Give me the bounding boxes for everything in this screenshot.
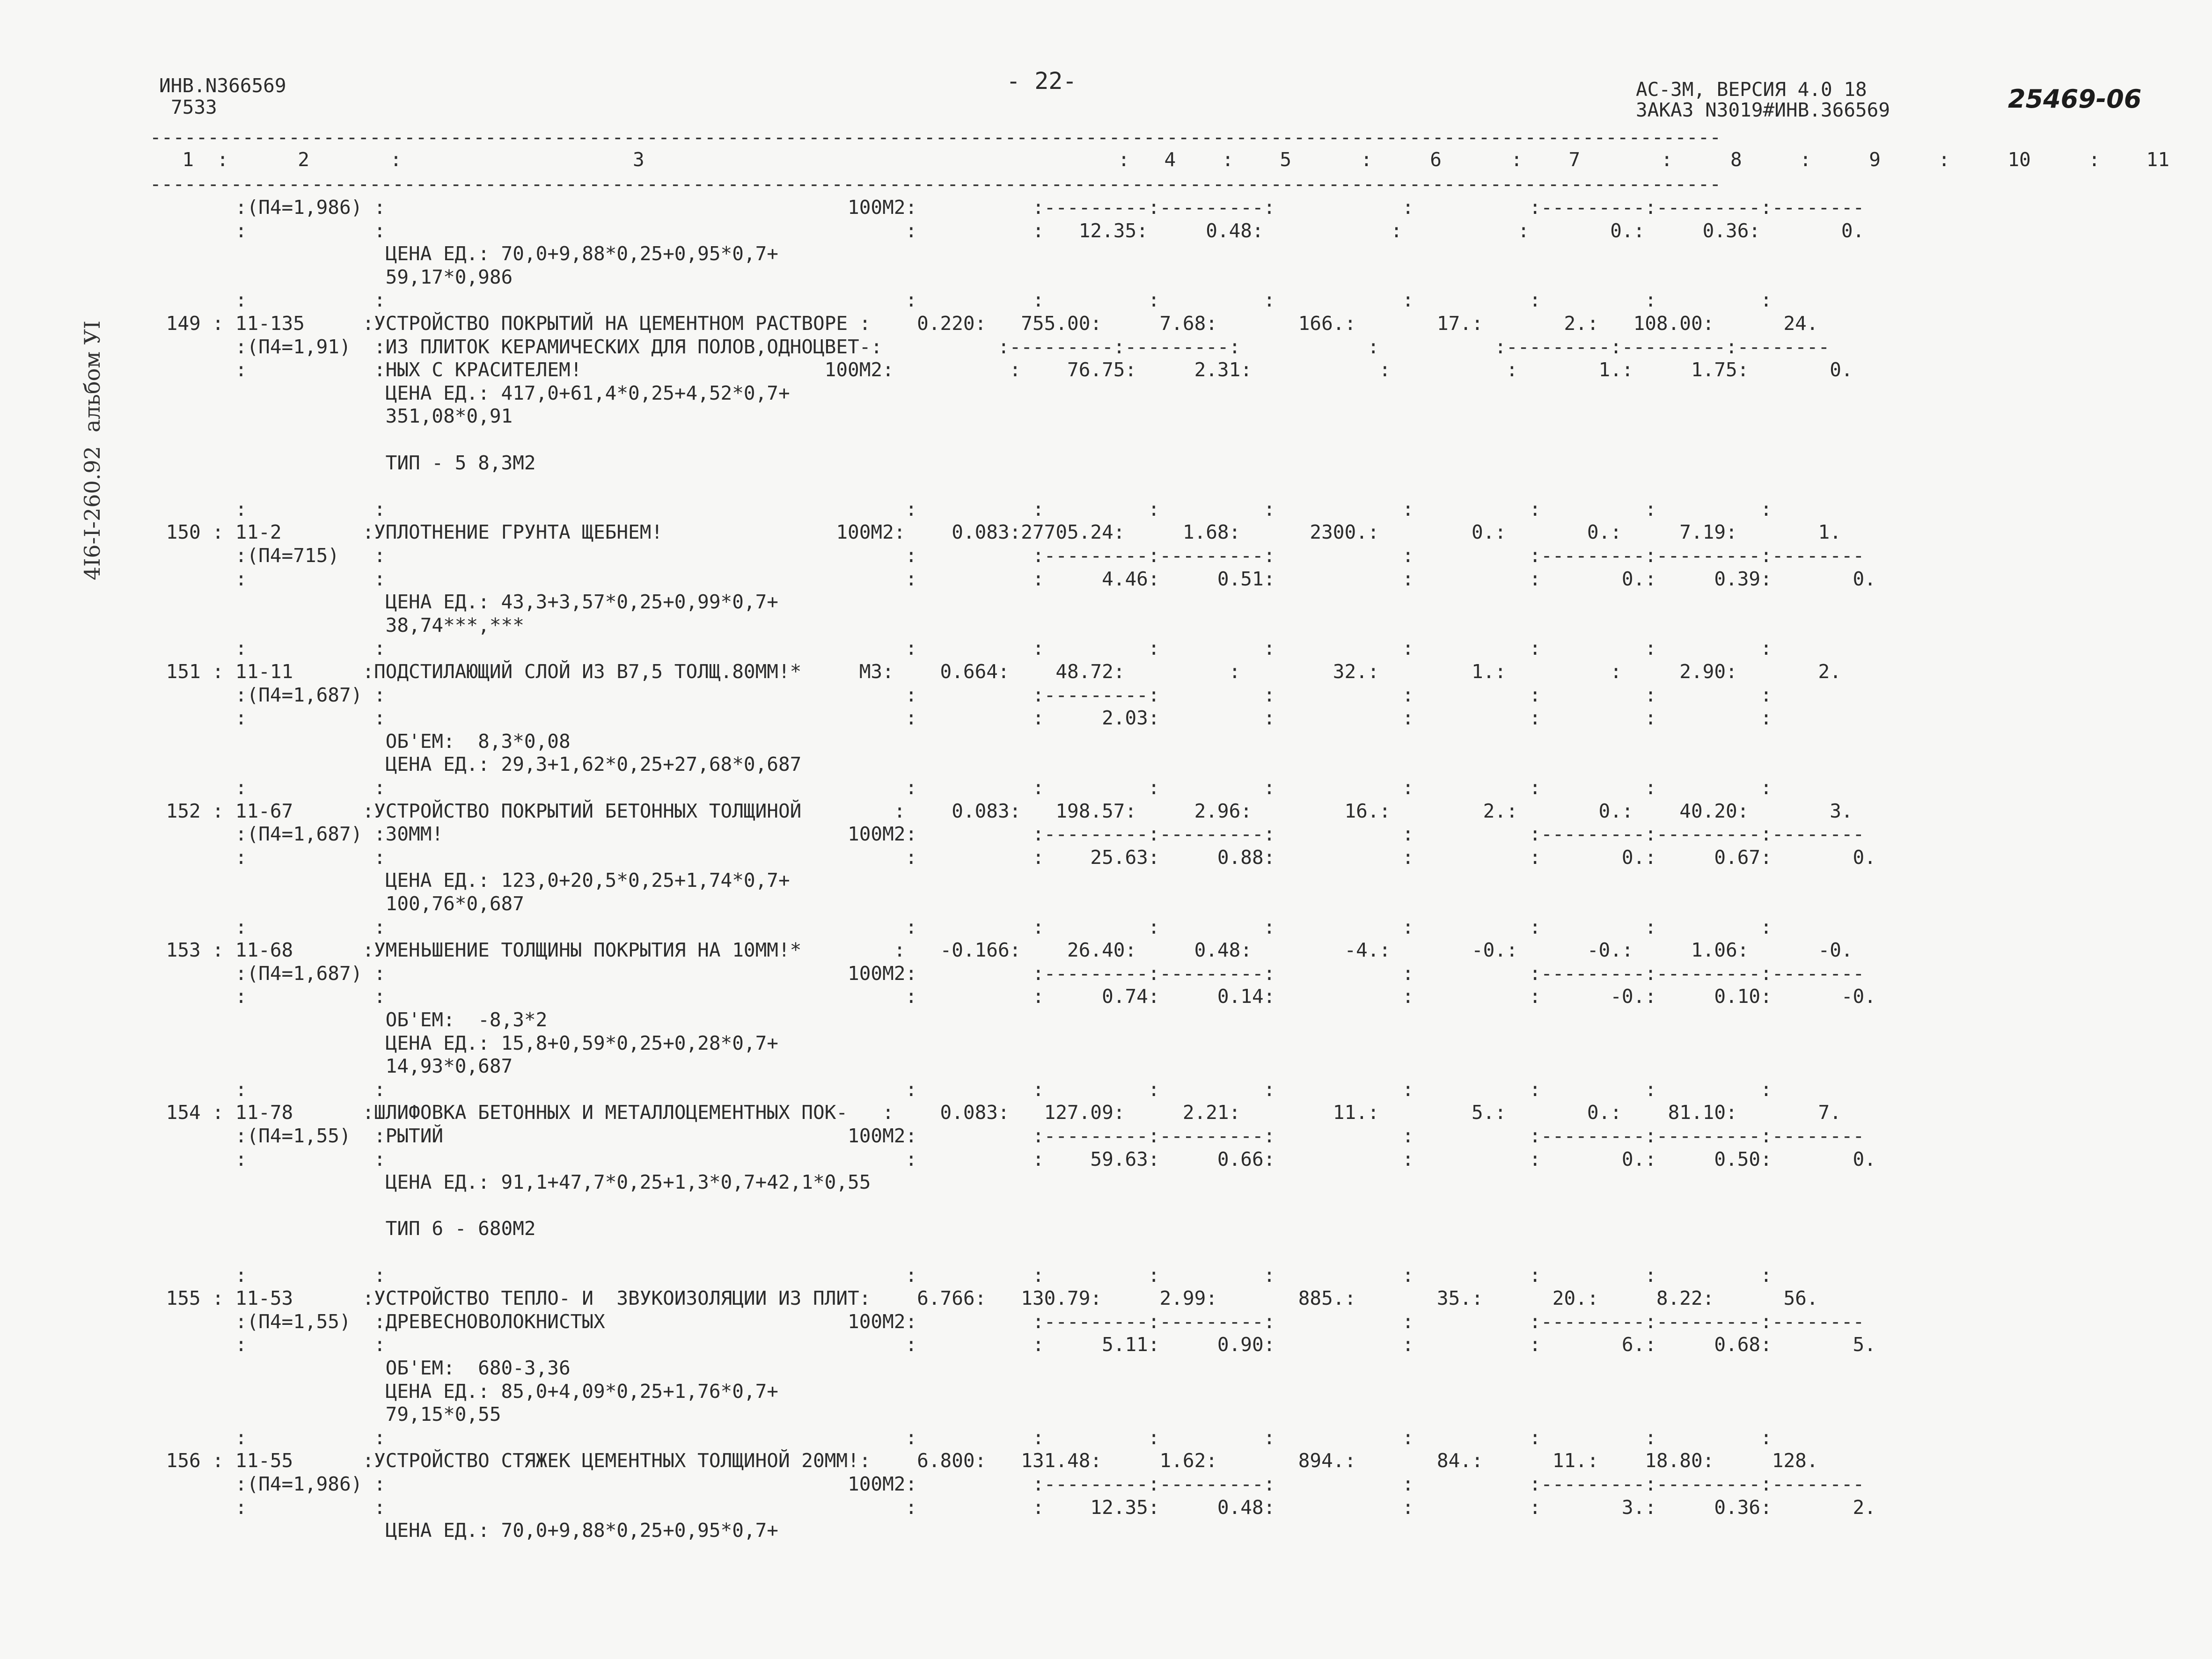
header-rule-bottom: ---------------------------------------------------------------------------------------------------------------------------------------- (150, 173, 1721, 195)
listing-line: : : : : : : : : : : (154, 1078, 1772, 1101)
listing-line: ОБ'ЕМ: 680-3,36 (154, 1357, 571, 1379)
listing-line: 100,76*0,687 (154, 892, 524, 915)
listing-line: ЦЕНА ЕД.: 85,0+4,09*0,25+1,76*0,7+ (154, 1380, 778, 1403)
listing-line: 351,08*0,91 (154, 405, 513, 428)
listing-line: : : : : : : : : : : (154, 497, 1772, 520)
listing-line: : : : : 59.63: 0.66: : : 0.: 0.50: 0. (154, 1147, 1876, 1170)
listing-body (154, 0, 2045, 1659)
listing-line: : : : : : : : : : : (154, 776, 1772, 799)
handwritten-code: 25469-06 (2008, 84, 2142, 114)
listing-line: :(П4=1,986) : 100М2: :---------:---------: : :---------:---------:-------- (154, 1473, 1865, 1495)
listing-line: : : : : : : : : : : (154, 637, 1772, 660)
listing-line: : : : : 25.63: 0.88: : : 0.: 0.67: 0. (154, 846, 1876, 869)
listing-line: :(П4=715) : : :---------:---------: : :---------:---------:-------- (154, 544, 1865, 567)
listing-line: 151 : 11-11 :ПОДСТИЛАЮЩИЙ СЛОЙ ИЗ В7,5 ТОЛЩ.80ММ!* М3: 0.664: 48.72: : 32.: 1.: : 2.90: 2. (154, 660, 1841, 683)
listing-line: ЦЕНА ЕД.: 70,0+9,88*0,25+0,95*0,7+ (154, 1519, 778, 1542)
listing-line: :(П4=1,687) :30ММ! 100М2: :---------:---------: : :---------:---------:-------- (154, 823, 1865, 846)
listing-line: : : : : 2.03: : : : : : (154, 707, 1772, 730)
listing-line: 153 : 11-68 :УМЕНЬШЕНИЕ ТОЛЩИНЫ ПОКРЫТИЯ НА 10ММ!* : -0.166: 26.40: 0.48: -4.: -0.: -0.: 1.06: -0. (154, 939, 1853, 962)
inventory-number: ИНВ.N366569 (159, 74, 286, 97)
listing-line: :(П4=1,55) :ДРЕВЕСНОВОЛОКНИСТЫХ 100М2: :---------:---------: : :---------:---------:-------- (154, 1310, 1865, 1333)
system-version: АС-3М, ВЕРСИЯ 4.0 18 (1636, 78, 1867, 101)
listing-line: : : : : 4.46: 0.51: : : 0.: 0.39: 0. (154, 567, 1876, 590)
listing-line: 38,74***,*** (154, 614, 524, 636)
listing-line: : : : : 5.11: 0.90: : : 6.: 0.68: 5. (154, 1333, 1876, 1356)
order-number: ЗАКАЗ N3019#ИНВ.366569 (1636, 99, 1890, 121)
listing-line: 156 : 11-55 :УСТРОЙСТВО СТЯЖЕК ЦЕМЕНТНЫХ ТОЛЩИНОЙ 20ММ!: 6.800: 131.48: 1.62: 894.: 84.: 11.: 18.80: 128. (154, 1449, 1818, 1472)
listing-line: ЦЕНА ЕД.: 91,1+47,7*0,25+1,3*0,7+42,1*0,55 (154, 1171, 871, 1194)
listing-line: : : : : 0.74: 0.14: : : -0.: 0.10: -0. (154, 985, 1876, 1008)
header-rule-top: ---------------------------------------------------------------------------------------------------------------------------------------- (150, 126, 1721, 148)
listing-line: : : : : : : : : : : (154, 915, 1772, 938)
listing-line: : :НЫХ С КРАСИТЕЛЕМ! 100М2: : 76.75: 2.31: : : 1.: 1.75: 0. (154, 358, 1853, 381)
listing-line: ЦЕНА ЕД.: 43,3+3,57*0,25+0,99*0,7+ (154, 591, 778, 614)
listing-line: ОБ'ЕМ: -8,3*2 (154, 1009, 548, 1031)
listing-line: 152 : 11-67 :УСТРОЙСТВО ПОКРЫТИЙ БЕТОННЫХ ТОЛЩИНОЙ : 0.083: 198.57: 2.96: 16.: 2.: 0.: 40.20: 3. (154, 799, 1853, 822)
listing-line: :(П4=1,55) :РЫТИЙ 100М2: :---------:---------: : :---------:---------:-------- (154, 1125, 1865, 1147)
listing-line: :(П4=1,687) : 100М2: :---------:---------: : :---------:---------:-------- (154, 962, 1865, 985)
listing-line: ТИП 6 - 680М2 (154, 1217, 536, 1240)
listing-line: ЦЕНА ЕД.: 29,3+1,62*0,25+27,68*0,687 (154, 753, 802, 776)
listing-line: ЦЕНА ЕД.: 417,0+61,4*0,25+4,52*0,7+ (154, 381, 790, 404)
inventory-subnumber: 7533 (171, 96, 217, 118)
listing-line: : : : : 12.35: 0.48: : : 3.: 0.36: 2. (154, 1496, 1876, 1519)
listing-line: 14,93*0,687 (154, 1055, 513, 1078)
listing-line: ЦЕНА ЕД.: 15,8+0,59*0,25+0,28*0,7+ (154, 1031, 778, 1054)
listing-line: 149 : 11-135 :УСТРОЙСТВО ПОКРЫТИЙ НА ЦЕМЕНТНОМ РАСТВОРЕ : 0.220: 755.00: 7.68: 166.: 17.: 2.: 108.00: 24. (154, 312, 1818, 335)
listing-line: ЦЕНА ЕД.: 70,0+9,88*0,25+0,95*0,7+ (154, 242, 778, 265)
page-number: - 22- (1006, 67, 1077, 95)
listing-line: :(П4=1,91) :ИЗ ПЛИТОК КЕРАМИЧЕСКИХ ДЛЯ ПОЛОВ,ОДНОЦВЕТ-: :---------:---------: : :---------:---------:-------- (154, 335, 1830, 358)
listing-line: : : : : : : : : : : (154, 289, 1772, 312)
listing-line: : : : : 12.35: 0.48: : : 0.: 0.36: 0. (154, 219, 1865, 242)
listing-line: ЦЕНА ЕД.: 123,0+20,5*0,25+1,74*0,7+ (154, 869, 790, 892)
listing-line: ТИП - 5 8,3М2 (154, 451, 536, 474)
listing-line: ОБ'ЕМ: 8,3*0,08 (154, 730, 571, 753)
listing-line: 150 : 11-2 :УПЛОТНЕНИЕ ГРУНТА ЩЕБНЕМ! 100М2: 0.083:27705.24: 1.68: 2300.: 0.: 0.: 7.19: 1. (154, 521, 1841, 544)
listing-line: 154 : 11-78 :ШЛИФОВКА БЕТОННЫХ И МЕТАЛЛОЦЕМЕНТНЫХ ПОК- : 0.083: 127.09: 2.21: 11.: 5.: 0.: 81.10: 7. (154, 1101, 1841, 1124)
listing-line: 155 : 11-53 :УСТРОЙСТВО ТЕПЛО- И ЗВУКОИЗОЛЯЦИИ ИЗ ПЛИТ: 6.766: 130.79: 2.99: 885.: 35.: 20.: 8.22: 56. (154, 1287, 1818, 1310)
column-header-row: 1 : 2 : 3 : 4 : 5 : 6 : 7 : 8 : 9 : 10 : 11 (159, 148, 2170, 171)
listing-line: : : : : : : : : : : (154, 1426, 1772, 1449)
listing-line: :(П4=1,687) : : :---------: : : : : : (154, 683, 1772, 706)
listing-line: : : : : : : : : : : (154, 1264, 1772, 1286)
listing-line: :(П4=1,986) : 100М2: :---------:---------: : :---------:---------:-------- (154, 196, 1865, 219)
listing-line: 79,15*0,55 (154, 1403, 501, 1426)
listing-line: 59,17*0,986 (154, 265, 513, 288)
side-album-label: 4I6-I-260.92 альбом УI (80, 320, 105, 580)
